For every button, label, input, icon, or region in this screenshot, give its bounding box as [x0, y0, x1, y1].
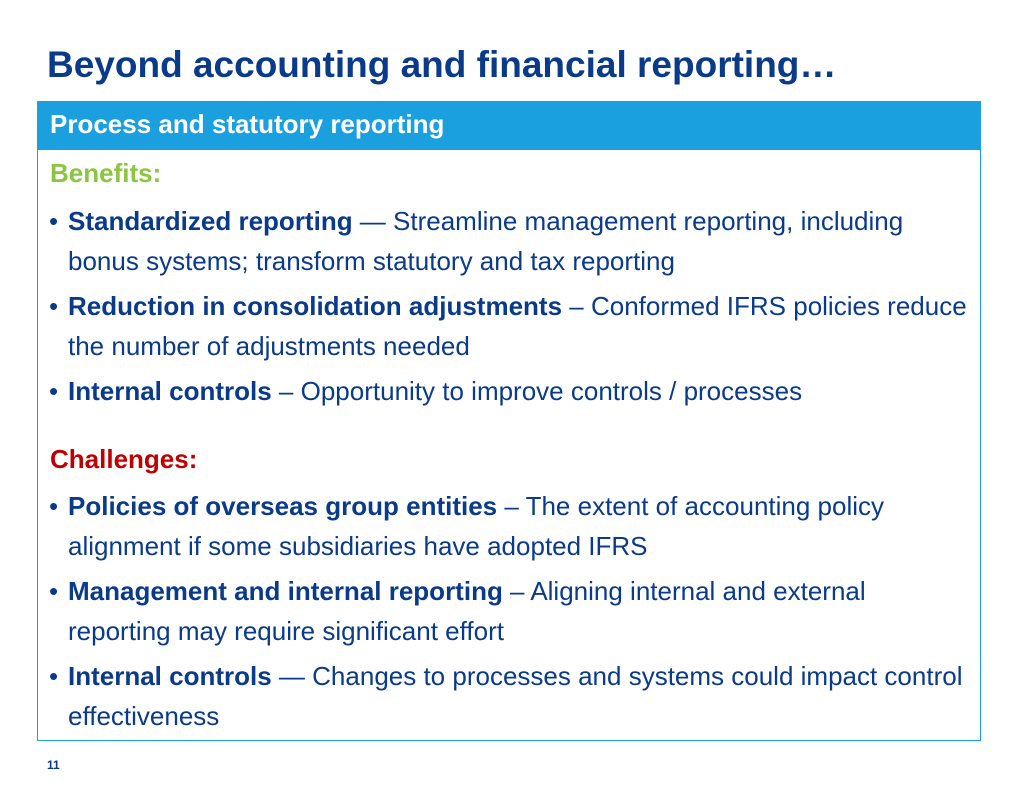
- bullet-icon: •: [49, 291, 59, 321]
- benefit-term: Reduction in consolidation adjustments: [68, 291, 563, 321]
- benefit-item-internal-controls: [48, 371, 973, 411]
- benefit-separator: —: [352, 206, 394, 236]
- benefit-text: Streamline management reporting, including bonus systems; transform statutory and tax reporting: [68, 206, 904, 276]
- challenges-list: [48, 486, 973, 741]
- challenge-separator: –: [502, 576, 531, 606]
- slide-number: 11: [47, 758, 60, 772]
- benefit-item-consolidation-adjustments: [48, 286, 973, 366]
- challenge-text: Aligning internal and external reporting may require significant effort: [68, 576, 866, 646]
- challenge-term: Policies of overseas group entities: [68, 491, 498, 521]
- benefit-text: Opportunity to improve controls / processes: [300, 376, 803, 406]
- challenge-term: Internal controls: [68, 661, 272, 691]
- challenge-separator: —: [271, 661, 313, 691]
- benefit-term: Standardized reporting: [68, 206, 353, 236]
- slide-title: Beyond accounting and financial reporting…: [47, 44, 837, 85]
- benefit-term: Internal controls: [68, 376, 272, 406]
- panel-header: [38, 102, 980, 150]
- benefits-heading: Benefits:: [50, 158, 162, 188]
- benefit-item-standardized-reporting: [48, 201, 973, 281]
- benefit-separator: –: [562, 291, 591, 321]
- bullet-icon: •: [49, 661, 59, 691]
- bullet-icon: •: [49, 206, 59, 236]
- challenge-item-internal-controls: [48, 656, 973, 736]
- benefit-separator: –: [271, 376, 301, 406]
- challenge-term: Management and internal reporting: [68, 576, 503, 606]
- challenges-heading: Challenges:: [50, 444, 198, 474]
- challenge-item-overseas-policies: [48, 486, 973, 566]
- challenge-separator: –: [497, 491, 526, 521]
- benefit-text: Conformed IFRS policies reduce the number of adjustments needed: [68, 291, 967, 361]
- benefits-list: [48, 201, 973, 416]
- bullet-icon: •: [49, 376, 59, 406]
- challenge-item-management-reporting: [48, 571, 973, 651]
- bullet-icon: •: [49, 576, 59, 606]
- bullet-icon: •: [49, 491, 59, 521]
- content-panel: [37, 101, 981, 741]
- challenge-text: Changes to processes and systems could impact control effectiveness: [68, 661, 963, 731]
- panel-header-title: Process and statutory reporting: [50, 109, 445, 139]
- challenge-text: The extent of accounting policy alignment if some subsidiaries have adopted IFRS: [68, 491, 885, 561]
